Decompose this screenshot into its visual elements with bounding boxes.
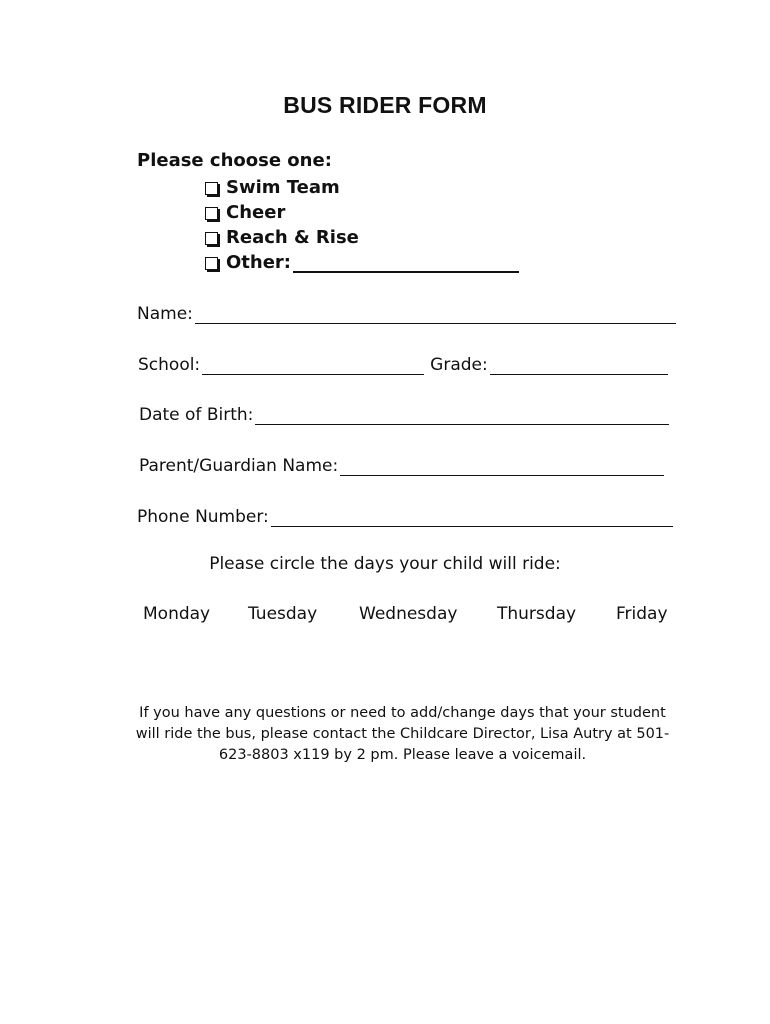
name-blank-line[interactable] [195,305,676,324]
day-friday[interactable]: Friday [616,604,668,624]
school-grade-row [138,351,668,375]
option-cheer[interactable] [205,200,519,225]
day-thursday[interactable]: Thursday [497,604,577,624]
checkbox-icon[interactable] [205,257,218,270]
guardian-field-row [139,452,664,476]
phone-blank-line[interactable] [271,508,673,527]
option-swim-team[interactable] [205,175,519,200]
name-field-row [137,300,676,324]
checkbox-icon[interactable] [205,182,218,195]
grade-blank-line[interactable] [490,356,668,375]
guardian-label: Parent/Guardian Name: [139,456,339,476]
dob-field-row [139,401,669,425]
contact-note: If you have any questions or need to add/change days that your student will ride the bus, please contact the Childcare Director, Lisa Autry at 501-623-8803 x119 by 2 pm. Please leave a voicemail. [135,705,670,763]
dob-label: Date of Birth: [139,405,254,425]
school-label: School: [138,355,201,375]
phone-field-row [137,503,673,527]
grade-label: Grade: [430,355,488,375]
name-label: Name: [137,304,193,324]
phone-label: Phone Number: [137,507,269,527]
option-reach-and-rise[interactable] [205,225,519,250]
form-title: BUS RIDER FORM [283,92,487,118]
option-label: Swim Team [226,177,340,198]
day-wednesday[interactable]: Wednesday [359,604,458,624]
school-blank-line[interactable] [202,356,424,375]
day-monday[interactable]: Monday [143,604,211,624]
day-tuesday[interactable]: Tuesday [248,604,318,624]
program-options [205,175,519,275]
checkbox-icon[interactable] [205,207,218,220]
option-label: Other: [226,252,292,273]
choose-one-label: Please choose one: [137,150,332,171]
checkbox-icon[interactable] [205,232,218,245]
option-label: Cheer [226,202,286,223]
dob-blank-line[interactable] [255,406,669,425]
other-blank-line[interactable] [293,253,519,273]
guardian-blank-line[interactable] [340,457,664,476]
days-prompt: Please circle the days your child will ride: [209,554,561,574]
option-label: Reach & Rise [226,227,359,248]
option-other[interactable] [205,250,519,275]
